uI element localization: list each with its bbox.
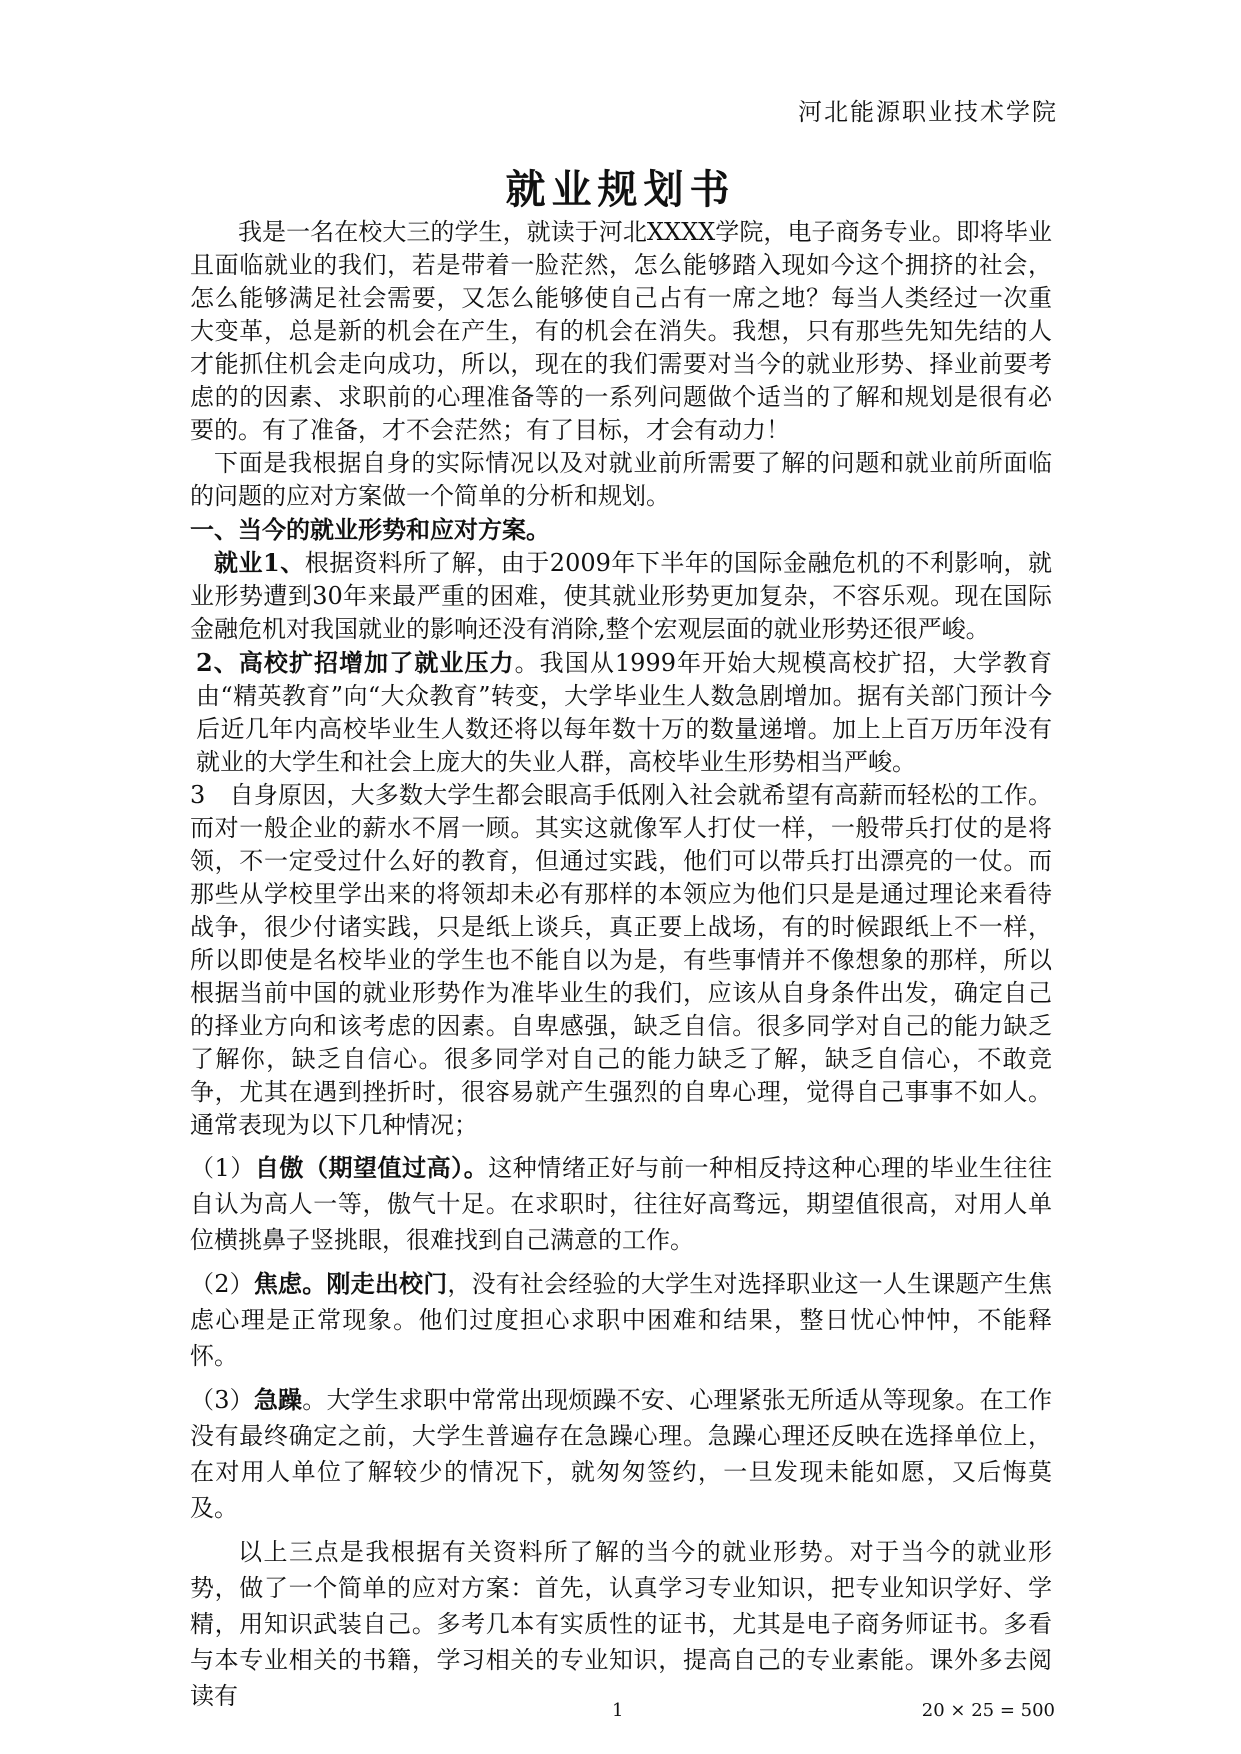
case-1-label: 自傲（期望值过高）。 (254, 1153, 489, 1182)
case-2-label: 焦虑。刚走出校门 (253, 1269, 448, 1298)
case-3-number: （3） (190, 1386, 254, 1414)
item-2-text: 。我国从1999年开始大规模高校扩招，大学教育由“精英教育”向“大众教育”转变，大学毕业生人数急剧增加。据有关部门预计今后近几年内高校毕业生人数还将以每年数十万的数量递增。加上上百万历年没有就业的大学生和社会上庞大的失业人群，高校毕业生形势相当严峻。 (196, 649, 1053, 776)
summary-paragraph: 以上三点是我根据有关资料所了解的当今的就业形势。对于当今的就业形势，做了一个简单的应对方案：首先，认真学习专业知识，把专业知识学好、学精，用知识武装自己。多考几本有实质性的证书，尤其是电子商务师证书。多看与本专业相关的书籍，学习相关的专业知识，提高自己的专业素能。课外多去阅读有 (190, 1538, 1052, 1710)
case-2 (190, 1266, 1052, 1374)
header-org: 河北能源职业技术学院 (798, 98, 1058, 126)
case-3 (190, 1382, 1052, 1526)
item-1-text: 根据资料所了解，由于2009年下半年的国际金融危机的不利影响，就业形势遭到30年来最严重的困难，使其就业形势更加复杂，不容乐观。现在国际金融危机对我国就业的影响还没有消除,整个宏观层面的就业形势还很严峻。 (190, 549, 1053, 643)
intro-paragraph-2: 下面是我根据自身的实际情况以及对就业前所需要了解的问题和就业前所面临的问题的应对方案做一个简单的分析和规划。 (190, 449, 1052, 510)
case-2-text: ，没有社会经验的大学生对选择职业这一人生课题产生焦虑心理是正常现象。他们过度担心求职中困难和结果，整日忧心忡忡，不能释怀。 (190, 1270, 1053, 1370)
case-1-number: （1） (190, 1154, 255, 1182)
case-1-text: 这种情绪正好与前一种相反持这种心理的毕业生往往自认为高人一等，傲气十足。在求职时，往往好高骛远，期望值很高，对用人单位横挑鼻子竖挑眼，很难找到自己满意的工作。 (190, 1154, 1052, 1254)
case-2-number: （2） (190, 1270, 254, 1298)
document-body (190, 216, 1052, 1714)
item-2 (190, 646, 1052, 779)
item-1 (190, 546, 1052, 646)
grid-count: 20 × 25 = 500 (921, 1700, 1055, 1721)
item-2-label: 2、高校扩招增加了就业压力 (196, 648, 515, 677)
case-3-label: 急躁 (253, 1385, 303, 1414)
page-number: 1 (612, 1700, 624, 1721)
document-title: 就业规划书 (505, 166, 736, 213)
item-3: 3 自身原因，大多数大学生都会眼高手低刚入社会就希望有高薪而轻松的工作。而对一般企业的薪水不屑一顾。其实这就像军人打仗一样，一般带兵打仗的是将领，不一定受过什么好的教育，但通过实践，他们可以带兵打出漂亮的一仗。而那些从学校里学出来的将领却未必有那样的本领应为他们只是是通过理论来看待战争，很少付诸实践，只是纸上谈兵，真正要上战场，有的时候跟纸上不一样，所以即使是名校毕业的学生也不能自以为是，有些事情并不像想象的那样，所以根据当前中国的就业形势作为准毕业生的我们，应该从自身条件出发，确定自己的择业方向和该考虑的因素。自卑感强，缺乏自信。很多同学对自己的能力缺乏了解你，缺乏自信心。很多同学对自己的能力缺乏了解，缺乏自信心，不敢竞争，尤其在遇到挫折时，很容易就产生强烈的自卑心理，觉得自己事事不如人。通常表现为以下几种情况； (190, 781, 1052, 1139)
section-heading: 一、当今的就业形势和应对方案。 (190, 515, 550, 544)
case-1 (190, 1150, 1052, 1258)
case-3-text: 。大学生求职中常常出现烦躁不安、心理紧张无所适从等现象。在工作没有最终确定之前，大学生普遍存在急躁心理。急躁心理还反映在选择单位上，在对用人单位了解较少的情况下，就匆匆签约，一旦发现未能如愿，又后悔莫及。 (190, 1386, 1053, 1522)
item-1-label: 就业1、 (214, 548, 305, 577)
intro-paragraph-1: 我是一名在校大三的学生，就读于河北XXXX学院，电子商务专业。即将毕业且面临就业的我们，若是带着一脸茫然，怎么能够踏入现如今这个拥挤的社会，怎么能够满足社会需要，又怎么能够使自己占有一席之地？每当人类经过一次重大变革，总是新的机会在产生，有的机会在消失。我想，只有那些先知先结的人才能抓住机会走向成功，所以，现在的我们需要对当今的就业形势、择业前要考虑的的因素、求职前的心理准备等的一系列问题做个适当的了解和规划是很有必要的。有了准备，才不会茫然；有了目标，才会有动力！ (190, 218, 1052, 444)
